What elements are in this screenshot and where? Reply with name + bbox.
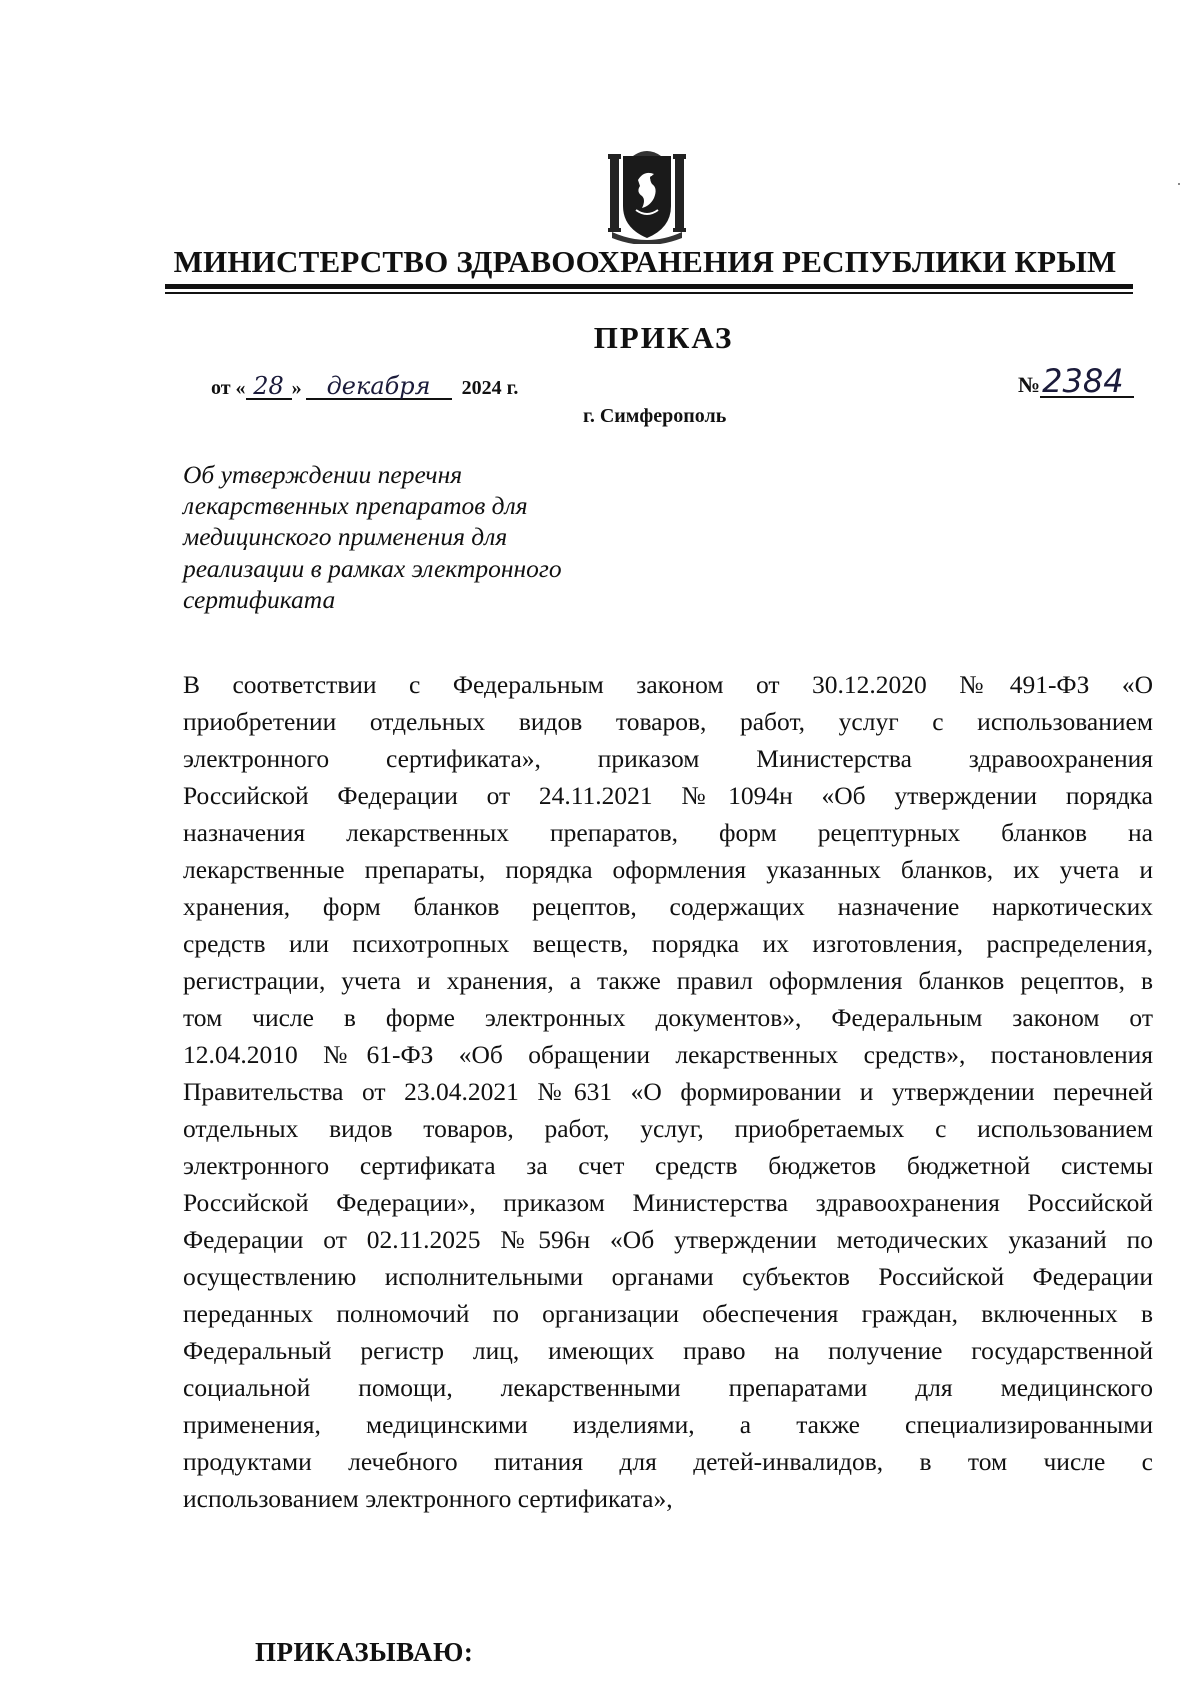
subject-line: лекарственных препаратов для [183, 491, 528, 521]
body-line: назначения лекарственных препаратов, форм рецептурных бланков на [183, 818, 1153, 847]
subject-line: Об утверждении перечня [183, 460, 463, 489]
body-line: том числе в форме электронных документов», Федеральным законом от [183, 1003, 1153, 1032]
city-name: г. Симферополь [583, 405, 727, 427]
body-line: приобретении отдельных видов товаров, работ, услуг с использованием [183, 707, 1153, 736]
body-line: 12.04.2010 №61-ФЗ «Об обращении лекарственных средств», постановления [183, 1040, 1153, 1069]
date-prefix: от « [211, 377, 246, 399]
body-line: лекарственные препараты, порядка оформления указанных бланков, их учета и [183, 855, 1153, 884]
body-line: социальной помощи, лекарственными препаратами для медицинского [183, 1373, 1153, 1402]
body-line: переданных полномочий по организации обеспечения граждан, включенных в [183, 1299, 1153, 1328]
date-mid: » [291, 377, 302, 399]
body-line: Федеральный регистр лиц, имеющих право на получение государственной [183, 1336, 1153, 1365]
body-line: средств или психотропных веществ, порядка их изготовления, распределения, [183, 929, 1153, 958]
preamble-paragraph [183, 666, 1153, 1517]
body-line: Федерации от 02.11.2025 №596н «Об утверждении методических указаний по [183, 1225, 1153, 1254]
subject-line: реализации в рамках электронного [183, 553, 562, 583]
order-subject [183, 459, 562, 615]
body-line: электронного сертификата», приказом Министерства здравоохранения [183, 744, 1153, 773]
body-line: осуществлению исполнительными органами субъектов Российской Федерации [183, 1262, 1153, 1291]
date-line [211, 374, 518, 400]
body-line: В соответствии с Федеральным законом от 30.12.2020 №491-ФЗ «О [183, 670, 1153, 699]
order-number-handwritten: 2384 [1040, 366, 1134, 398]
document-type-title: ПРИКАЗ [593, 320, 734, 355]
date-month-handwritten: декабря [306, 374, 452, 400]
body-line: продуктами лечебного питания для детей-инвалидов, в том числе с [183, 1447, 1153, 1476]
header-rule-thin [165, 292, 1133, 294]
body-line: хранения, форм бланков рецептов, содержащих назначение наркотических [183, 892, 1153, 921]
subject-line: медицинского применения для [183, 522, 508, 552]
body-line: применения, медицинскими изделиями, а также специализированными [183, 1410, 1153, 1439]
body-line: Российской Федерации», приказом Министерства здравоохранения Российской [183, 1188, 1153, 1217]
date-day-handwritten: 28 [246, 374, 292, 400]
order-number-prefix: № [1018, 372, 1041, 397]
body-line: Российской Федерации от 24.11.2021 №1094н «Об утверждении порядка [183, 781, 1153, 810]
subject-line: сертификата [183, 584, 336, 614]
order-number [1018, 362, 1134, 400]
crimea-coat-of-arms-emblem [608, 148, 686, 244]
ministry-name-heading: МИНИСТЕРСТВО ЗДРАВООХРАНЕНИЯ РЕСПУБЛИКИ КРЫМ [173, 244, 1117, 279]
header-rule-thick [165, 284, 1133, 289]
body-line: Правительства от 23.04.2021 №631 «О формировании и утверждении перечней [183, 1077, 1153, 1106]
body-line: электронного сертификата за счет средств бюджетов бюджетной системы [183, 1151, 1153, 1180]
body-line: регистрации, учета и хранения, а также правил оформления бланков рецептов, в [183, 966, 1153, 995]
order-directive-heading: ПРИКАЗЫВАЮ: [255, 1637, 474, 1667]
body-line: использованием электронного сертификата», [183, 1484, 673, 1513]
body-line: отдельных видов товаров, работ, услуг, приобретаемых с использованием [183, 1114, 1153, 1143]
scan-speck [1178, 183, 1180, 185]
date-year: 2024 г. [461, 377, 519, 399]
